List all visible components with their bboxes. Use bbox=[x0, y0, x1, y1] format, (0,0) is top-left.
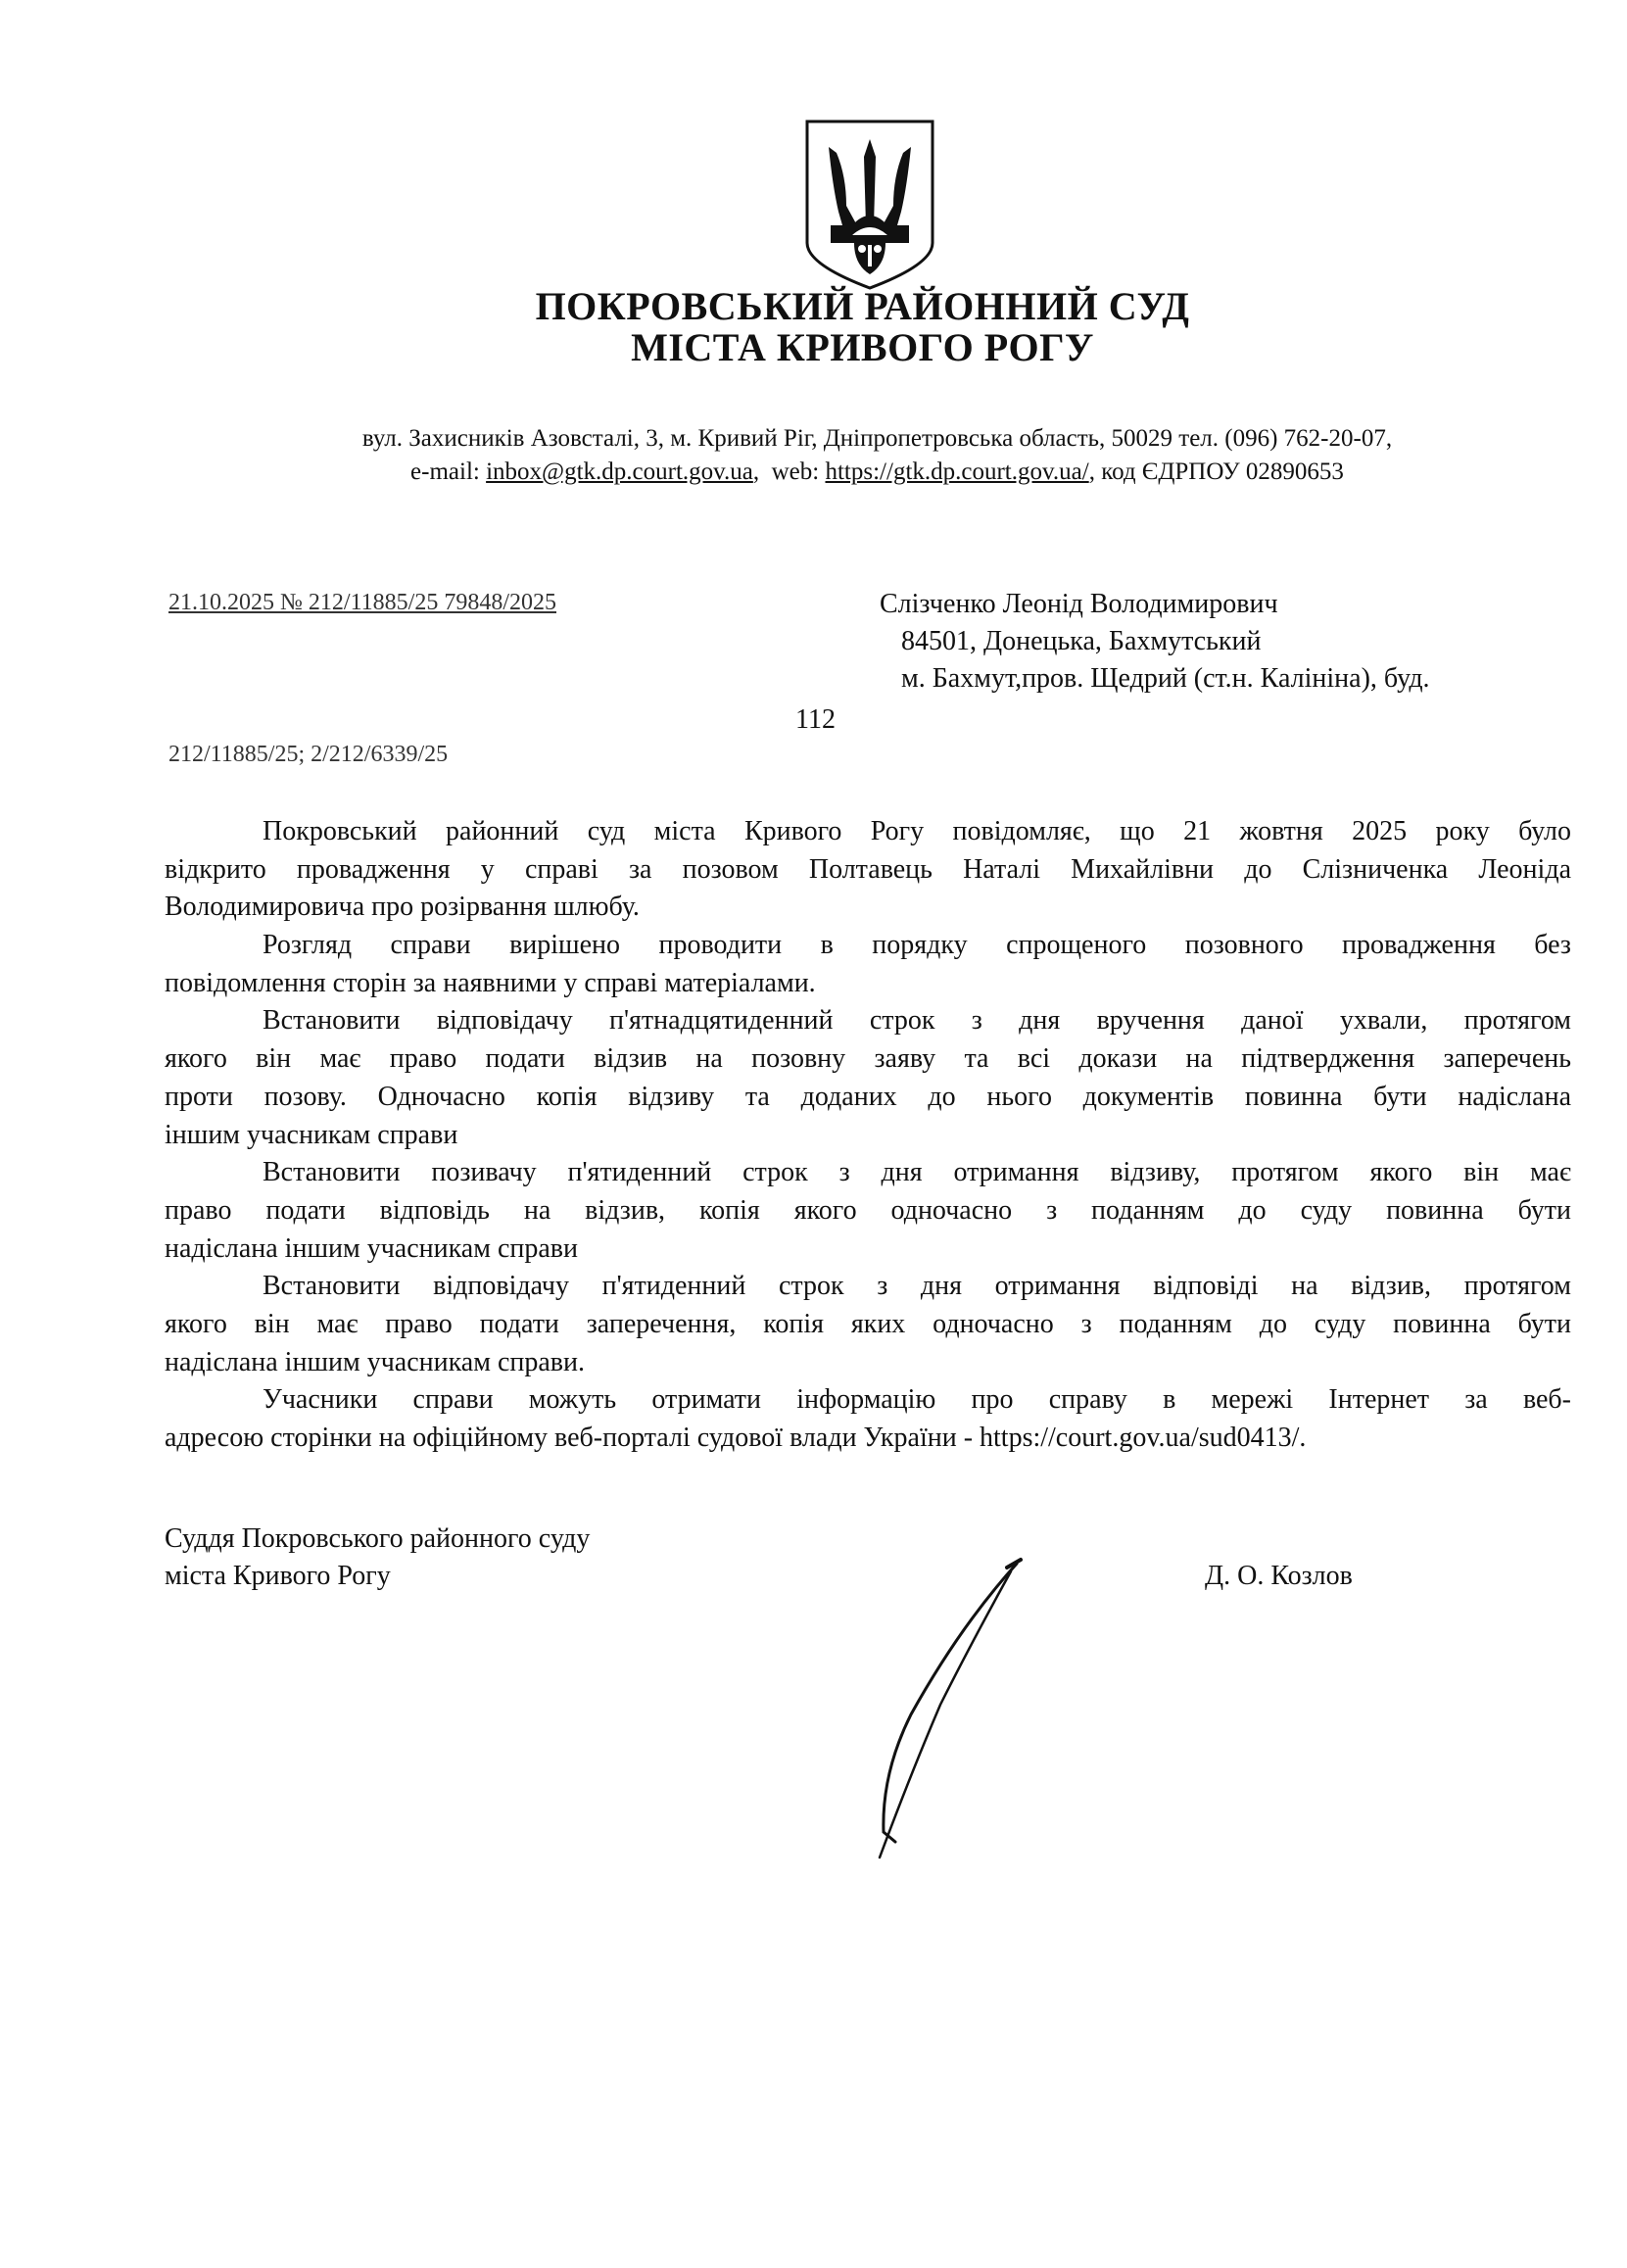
body-line: надіслана іншим учасникам справи bbox=[165, 1232, 578, 1264]
body-line: Встановити відповідачу п'ятиденний строк з дня отримання відповіді на відзив, протягом bbox=[263, 1271, 1571, 1302]
web-label: web: bbox=[771, 458, 820, 485]
coat-of-arms-icon bbox=[803, 118, 936, 292]
court-contacts: e-mail: inbox@gtk.dp.court.gov.ua, web: https://gtk.dp.court.gov.ua/, код ЄДРПОУ 02890653 bbox=[410, 458, 1344, 485]
web-link[interactable]: https://gtk.dp.court.gov.ua/ bbox=[825, 458, 1089, 485]
judge-role-line2: міста Кривого Рогу bbox=[165, 1561, 391, 1591]
email-label: e-mail: bbox=[410, 458, 480, 485]
court-city-title: МІСТА КРИВОГО РОГУ bbox=[631, 325, 1094, 369]
court-address: вул. Захисників Азовсталі, 3, м. Кривий Ріг, Дніпропетровська область, 50029 тел. (096) 762-20-07, bbox=[361, 425, 1393, 452]
body-line: Встановити позивачу п'ятиденний строк з дня отримання відзиву, протягом якого він має bbox=[263, 1157, 1571, 1188]
email-link[interactable]: inbox@gtk.dp.court.gov.ua bbox=[486, 458, 753, 485]
body-line: Учасники справи можуть отримати інформацію про справу в мережі Інтернет за веб- bbox=[263, 1384, 1571, 1416]
recipient-name: Слізченко Леонід Володимирович bbox=[880, 589, 1278, 619]
recipient-address-line1: 84501, Донецька, Бахмутський bbox=[901, 626, 1262, 656]
court-name-title: ПОКРОВСЬКИЙ РАЙОННИЙ СУД bbox=[535, 284, 1190, 328]
case-number: 212/11885/25; 2/212/6339/25 bbox=[168, 742, 449, 767]
judge-name: Д. О. Козлов bbox=[1205, 1561, 1353, 1591]
handwritten-signature-icon bbox=[842, 1548, 1038, 1861]
outgoing-reference: 21.10.2025 № 212/11885/25 79848/2025 bbox=[168, 590, 557, 615]
body-line: надіслана іншим учасникам справи. bbox=[165, 1346, 585, 1377]
edrpou-code: , код ЄДРПОУ 02890653 bbox=[1088, 458, 1344, 485]
body-line: право подати відповідь на відзив, копія якого одночасно з поданням до суду повинна бути bbox=[165, 1194, 1571, 1226]
body-line: повідомлення сторін за наявними у справі матеріалами. bbox=[165, 967, 816, 998]
body-line: Розгляд справи вирішено проводити в порядку спрощеного позовного провадження без bbox=[263, 930, 1571, 961]
recipient-address-line3: 112 bbox=[795, 704, 836, 735]
recipient-address-line2: м. Бахмут,пров. Щедрий (ст.н. Калініна), буд. bbox=[901, 663, 1430, 694]
body-line: Встановити відповідачу п'ятнадцятиденний строк з дня вручення даної ухвали, протягом bbox=[263, 1005, 1571, 1037]
body-line: якого він має право подати відзив на позовну заяву та всі докази на підтвердження заперечень bbox=[165, 1043, 1571, 1075]
body-line: Покровський районний суд міста Кривого Рогу повідомляє, що 21 жовтня 2025 року було bbox=[263, 816, 1571, 846]
body-line: відкрито провадження у справі за позовом Полтавець Наталі Михайлівни до Слізниченка Леоніда bbox=[165, 853, 1571, 885]
body-line: Володимировича про розірвання шлюбу. bbox=[165, 892, 640, 923]
body-line: адресою сторінки на офіційному веб-порталі судової влади України - https://court.gov.ua/sud0413/. bbox=[165, 1423, 1307, 1453]
body-line: проти позову. Одночасно копія відзиву та доданих до нього документів повинна бути надіслана bbox=[165, 1081, 1571, 1112]
body-line: якого він має право подати заперечення, копія яких одночасно з поданням до суду повинна бути bbox=[165, 1308, 1571, 1339]
judge-role-line1: Суддя Покровського районного суду bbox=[165, 1523, 591, 1554]
body-line: іншим учасникам справи bbox=[165, 1119, 458, 1150]
letter-body bbox=[165, 813, 1571, 1458]
